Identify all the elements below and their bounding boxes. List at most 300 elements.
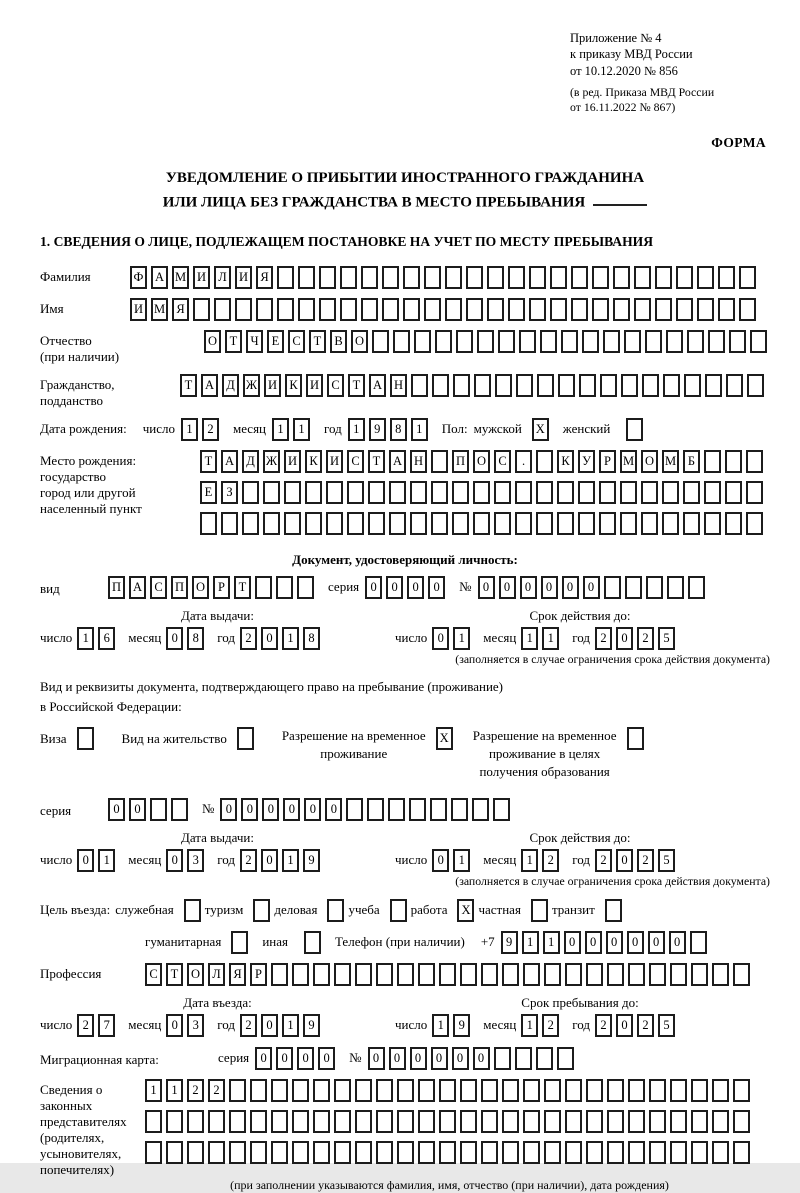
char-cell[interactable]: [411, 374, 428, 397]
char-cell[interactable]: Р: [250, 963, 267, 986]
char-cell[interactable]: [704, 481, 721, 504]
char-cell[interactable]: [529, 266, 546, 289]
char-cell[interactable]: [565, 1079, 582, 1102]
char-cell[interactable]: У: [578, 450, 595, 473]
char-cell[interactable]: Р: [599, 450, 616, 473]
char-cell[interactable]: [634, 298, 651, 321]
char-cell[interactable]: [565, 1110, 582, 1133]
char-cell[interactable]: [466, 298, 483, 321]
char-cell[interactable]: 0: [325, 798, 342, 821]
char-cell[interactable]: 1: [543, 931, 560, 954]
purpose-tourism-checkbox[interactable]: [253, 899, 270, 922]
char-cell[interactable]: А: [389, 450, 406, 473]
char-cell[interactable]: [382, 266, 399, 289]
char-cell[interactable]: [445, 298, 462, 321]
char-cell[interactable]: [726, 374, 743, 397]
char-cell[interactable]: С: [494, 450, 511, 473]
char-cell[interactable]: [704, 450, 721, 473]
char-cell[interactable]: [586, 1141, 603, 1164]
char-cell[interactable]: [494, 1047, 511, 1070]
char-cell[interactable]: [242, 512, 259, 535]
char-cell[interactable]: 1: [542, 627, 559, 650]
char-cell[interactable]: [271, 1079, 288, 1102]
char-cell[interactable]: [718, 266, 735, 289]
char-cell[interactable]: [670, 963, 687, 986]
char-cell[interactable]: 1: [181, 418, 198, 441]
purpose-private-checkbox[interactable]: [531, 899, 548, 922]
char-cell[interactable]: [537, 374, 554, 397]
char-cell[interactable]: [708, 330, 725, 353]
char-cell[interactable]: [418, 1110, 435, 1133]
char-cell[interactable]: 2: [595, 849, 612, 872]
char-cell[interactable]: [649, 1110, 666, 1133]
char-cell[interactable]: [193, 298, 210, 321]
char-cell[interactable]: [388, 798, 405, 821]
char-cell[interactable]: [529, 298, 546, 321]
char-cell[interactable]: [319, 266, 336, 289]
char-cell[interactable]: [628, 963, 645, 986]
char-cell[interactable]: [725, 450, 742, 473]
char-cell[interactable]: [229, 1141, 246, 1164]
char-cell[interactable]: [578, 481, 595, 504]
char-cell[interactable]: 2: [208, 1079, 225, 1102]
char-cell[interactable]: 0: [606, 931, 623, 954]
char-cell[interactable]: [558, 374, 575, 397]
char-cell[interactable]: [276, 576, 293, 599]
char-cell[interactable]: [150, 798, 167, 821]
char-cell[interactable]: 2: [637, 1014, 654, 1037]
char-cell[interactable]: [676, 298, 693, 321]
char-cell[interactable]: [145, 1141, 162, 1164]
char-cell[interactable]: 0: [261, 849, 278, 872]
char-cell[interactable]: 0: [368, 1047, 385, 1070]
char-cell[interactable]: 0: [77, 849, 94, 872]
char-cell[interactable]: [313, 1079, 330, 1102]
char-cell[interactable]: 8: [303, 627, 320, 650]
char-cell[interactable]: Н: [410, 450, 427, 473]
char-cell[interactable]: [691, 1079, 708, 1102]
purpose-other-checkbox[interactable]: [304, 931, 321, 954]
char-cell[interactable]: [729, 330, 746, 353]
char-cell[interactable]: [663, 374, 680, 397]
char-cell[interactable]: С: [145, 963, 162, 986]
char-cell[interactable]: 0: [389, 1047, 406, 1070]
char-cell[interactable]: [355, 1141, 372, 1164]
char-cell[interactable]: [452, 512, 469, 535]
purpose-business-checkbox[interactable]: [327, 899, 344, 922]
char-cell[interactable]: 0: [431, 1047, 448, 1070]
char-cell[interactable]: [255, 576, 272, 599]
char-cell[interactable]: [579, 374, 596, 397]
char-cell[interactable]: [472, 798, 489, 821]
char-cell[interactable]: 2: [542, 1014, 559, 1037]
char-cell[interactable]: 0: [432, 849, 449, 872]
char-cell[interactable]: [305, 481, 322, 504]
char-cell[interactable]: [705, 374, 722, 397]
char-cell[interactable]: [613, 266, 630, 289]
char-cell[interactable]: [221, 512, 238, 535]
char-cell[interactable]: 1: [282, 1014, 299, 1037]
char-cell[interactable]: [481, 1079, 498, 1102]
char-cell[interactable]: [733, 963, 750, 986]
char-cell[interactable]: [432, 374, 449, 397]
char-cell[interactable]: [628, 1141, 645, 1164]
char-cell[interactable]: [271, 1141, 288, 1164]
char-cell[interactable]: [376, 1079, 393, 1102]
char-cell[interactable]: [498, 330, 515, 353]
char-cell[interactable]: Р: [213, 576, 230, 599]
char-cell[interactable]: [460, 1079, 477, 1102]
char-cell[interactable]: [516, 374, 533, 397]
char-cell[interactable]: 1: [282, 627, 299, 650]
char-cell[interactable]: [620, 481, 637, 504]
char-cell[interactable]: 9: [303, 849, 320, 872]
char-cell[interactable]: И: [130, 298, 147, 321]
char-cell[interactable]: [334, 1141, 351, 1164]
char-cell[interactable]: 0: [499, 576, 516, 599]
char-cell[interactable]: [242, 481, 259, 504]
char-cell[interactable]: [284, 481, 301, 504]
char-cell[interactable]: [508, 298, 525, 321]
char-cell[interactable]: 1: [272, 418, 289, 441]
char-cell[interactable]: [481, 1110, 498, 1133]
char-cell[interactable]: [334, 1079, 351, 1102]
char-cell[interactable]: [334, 963, 351, 986]
char-cell[interactable]: 1: [348, 418, 365, 441]
char-cell[interactable]: [439, 1079, 456, 1102]
char-cell[interactable]: Я: [229, 963, 246, 986]
temp-residence-edu-checkbox[interactable]: [627, 727, 644, 750]
char-cell[interactable]: [515, 1047, 532, 1070]
char-cell[interactable]: [474, 374, 491, 397]
char-cell[interactable]: [565, 1141, 582, 1164]
char-cell[interactable]: [599, 481, 616, 504]
char-cell[interactable]: [592, 298, 609, 321]
char-cell[interactable]: [649, 1141, 666, 1164]
char-cell[interactable]: А: [201, 374, 218, 397]
purpose-study-checkbox[interactable]: [390, 899, 407, 922]
male-checkbox[interactable]: X: [532, 418, 549, 441]
char-cell[interactable]: [697, 266, 714, 289]
purpose-humanitarian-checkbox[interactable]: [231, 931, 248, 954]
char-cell[interactable]: [502, 1079, 519, 1102]
char-cell[interactable]: 0: [407, 576, 424, 599]
char-cell[interactable]: [397, 1141, 414, 1164]
char-cell[interactable]: [750, 330, 767, 353]
char-cell[interactable]: [451, 798, 468, 821]
char-cell[interactable]: 2: [542, 849, 559, 872]
char-cell[interactable]: [523, 1110, 540, 1133]
char-cell[interactable]: 0: [616, 627, 633, 650]
visa-checkbox[interactable]: [77, 727, 94, 750]
char-cell[interactable]: [683, 512, 700, 535]
char-cell[interactable]: 1: [411, 418, 428, 441]
char-cell[interactable]: [271, 1110, 288, 1133]
char-cell[interactable]: 0: [166, 1014, 183, 1037]
char-cell[interactable]: Ж: [263, 450, 280, 473]
char-cell[interactable]: Т: [309, 330, 326, 353]
char-cell[interactable]: М: [620, 450, 637, 473]
char-cell[interactable]: [292, 963, 309, 986]
char-cell[interactable]: Б: [683, 450, 700, 473]
char-cell[interactable]: [389, 512, 406, 535]
char-cell[interactable]: Л: [214, 266, 231, 289]
char-cell[interactable]: [347, 481, 364, 504]
purpose-official-checkbox[interactable]: [184, 899, 201, 922]
char-cell[interactable]: [439, 1141, 456, 1164]
char-cell[interactable]: И: [193, 266, 210, 289]
char-cell[interactable]: К: [285, 374, 302, 397]
char-cell[interactable]: [502, 1141, 519, 1164]
char-cell[interactable]: [355, 1110, 372, 1133]
char-cell[interactable]: С: [327, 374, 344, 397]
char-cell[interactable]: 3: [187, 849, 204, 872]
char-cell[interactable]: 9: [303, 1014, 320, 1037]
char-cell[interactable]: [229, 1079, 246, 1102]
char-cell[interactable]: [439, 1110, 456, 1133]
char-cell[interactable]: [536, 1047, 553, 1070]
char-cell[interactable]: 0: [669, 931, 686, 954]
char-cell[interactable]: [355, 1079, 372, 1102]
char-cell[interactable]: [292, 1110, 309, 1133]
char-cell[interactable]: 0: [648, 931, 665, 954]
char-cell[interactable]: 0: [616, 1014, 633, 1037]
char-cell[interactable]: [494, 481, 511, 504]
char-cell[interactable]: [487, 298, 504, 321]
char-cell[interactable]: [403, 298, 420, 321]
char-cell[interactable]: [725, 512, 742, 535]
char-cell[interactable]: 0: [428, 576, 445, 599]
char-cell[interactable]: [361, 266, 378, 289]
char-cell[interactable]: [613, 298, 630, 321]
char-cell[interactable]: [571, 266, 588, 289]
char-cell[interactable]: [712, 1079, 729, 1102]
char-cell[interactable]: [214, 298, 231, 321]
char-cell[interactable]: О: [204, 330, 221, 353]
char-cell[interactable]: [662, 512, 679, 535]
char-cell[interactable]: [508, 266, 525, 289]
char-cell[interactable]: [691, 1110, 708, 1133]
char-cell[interactable]: [739, 266, 756, 289]
char-cell[interactable]: [418, 1141, 435, 1164]
char-cell[interactable]: [536, 512, 553, 535]
char-cell[interactable]: [305, 512, 322, 535]
char-cell[interactable]: 2: [595, 627, 612, 650]
char-cell[interactable]: [536, 481, 553, 504]
char-cell[interactable]: 1: [522, 931, 539, 954]
char-cell[interactable]: [550, 298, 567, 321]
char-cell[interactable]: [582, 330, 599, 353]
char-cell[interactable]: [523, 1079, 540, 1102]
char-cell[interactable]: [376, 1141, 393, 1164]
char-cell[interactable]: 5: [658, 849, 675, 872]
char-cell[interactable]: [495, 374, 512, 397]
char-cell[interactable]: [410, 512, 427, 535]
char-cell[interactable]: 0: [564, 931, 581, 954]
char-cell[interactable]: [620, 512, 637, 535]
char-cell[interactable]: 1: [145, 1079, 162, 1102]
char-cell[interactable]: П: [108, 576, 125, 599]
char-cell[interactable]: Д: [242, 450, 259, 473]
char-cell[interactable]: 1: [98, 849, 115, 872]
char-cell[interactable]: [435, 330, 452, 353]
char-cell[interactable]: 1: [166, 1079, 183, 1102]
char-cell[interactable]: [544, 1079, 561, 1102]
char-cell[interactable]: 0: [452, 1047, 469, 1070]
char-cell[interactable]: 1: [432, 1014, 449, 1037]
char-cell[interactable]: [229, 1110, 246, 1133]
char-cell[interactable]: 1: [521, 1014, 538, 1037]
char-cell[interactable]: 2: [637, 627, 654, 650]
char-cell[interactable]: 3: [187, 1014, 204, 1037]
char-cell[interactable]: Т: [225, 330, 242, 353]
char-cell[interactable]: А: [151, 266, 168, 289]
char-cell[interactable]: [725, 481, 742, 504]
char-cell[interactable]: [670, 1141, 687, 1164]
char-cell[interactable]: [683, 481, 700, 504]
char-cell[interactable]: [256, 298, 273, 321]
char-cell[interactable]: [691, 1141, 708, 1164]
residence-permit-checkbox[interactable]: [237, 727, 254, 750]
char-cell[interactable]: [515, 512, 532, 535]
char-cell[interactable]: [397, 1079, 414, 1102]
char-cell[interactable]: 8: [390, 418, 407, 441]
char-cell[interactable]: И: [264, 374, 281, 397]
char-cell[interactable]: [431, 512, 448, 535]
char-cell[interactable]: В: [330, 330, 347, 353]
char-cell[interactable]: Т: [180, 374, 197, 397]
char-cell[interactable]: [684, 374, 701, 397]
char-cell[interactable]: [586, 1110, 603, 1133]
char-cell[interactable]: 0: [304, 798, 321, 821]
char-cell[interactable]: [712, 963, 729, 986]
char-cell[interactable]: [746, 450, 763, 473]
char-cell[interactable]: [733, 1141, 750, 1164]
char-cell[interactable]: 5: [658, 627, 675, 650]
char-cell[interactable]: [697, 298, 714, 321]
char-cell[interactable]: [646, 576, 663, 599]
char-cell[interactable]: [424, 298, 441, 321]
char-cell[interactable]: [297, 576, 314, 599]
char-cell[interactable]: [319, 298, 336, 321]
char-cell[interactable]: [733, 1079, 750, 1102]
char-cell[interactable]: [592, 266, 609, 289]
char-cell[interactable]: М: [662, 450, 679, 473]
char-cell[interactable]: [557, 512, 574, 535]
char-cell[interactable]: [704, 512, 721, 535]
char-cell[interactable]: И: [284, 450, 301, 473]
char-cell[interactable]: [600, 374, 617, 397]
char-cell[interactable]: [688, 576, 705, 599]
char-cell[interactable]: [628, 1079, 645, 1102]
char-cell[interactable]: 9: [501, 931, 518, 954]
char-cell[interactable]: П: [452, 450, 469, 473]
char-cell[interactable]: 0: [129, 798, 146, 821]
char-cell[interactable]: [439, 963, 456, 986]
char-cell[interactable]: [292, 1079, 309, 1102]
char-cell[interactable]: [586, 963, 603, 986]
char-cell[interactable]: .: [515, 450, 532, 473]
char-cell[interactable]: 2: [240, 1014, 257, 1037]
char-cell[interactable]: [368, 512, 385, 535]
char-cell[interactable]: О: [351, 330, 368, 353]
char-cell[interactable]: [393, 330, 410, 353]
char-cell[interactable]: [561, 330, 578, 353]
char-cell[interactable]: Т: [348, 374, 365, 397]
char-cell[interactable]: [746, 512, 763, 535]
char-cell[interactable]: И: [235, 266, 252, 289]
char-cell[interactable]: [746, 481, 763, 504]
char-cell[interactable]: [670, 1110, 687, 1133]
char-cell[interactable]: 0: [365, 576, 382, 599]
char-cell[interactable]: 0: [627, 931, 644, 954]
char-cell[interactable]: [747, 374, 764, 397]
char-cell[interactable]: [481, 1141, 498, 1164]
char-cell[interactable]: [557, 481, 574, 504]
char-cell[interactable]: 0: [541, 576, 558, 599]
char-cell[interactable]: [145, 1110, 162, 1133]
char-cell[interactable]: 0: [410, 1047, 427, 1070]
char-cell[interactable]: [250, 1079, 267, 1102]
char-cell[interactable]: 0: [562, 576, 579, 599]
char-cell[interactable]: [431, 481, 448, 504]
char-cell[interactable]: Ч: [246, 330, 263, 353]
char-cell[interactable]: [676, 266, 693, 289]
char-cell[interactable]: [667, 576, 684, 599]
char-cell[interactable]: 1: [282, 849, 299, 872]
char-cell[interactable]: [410, 481, 427, 504]
char-cell[interactable]: С: [150, 576, 167, 599]
char-cell[interactable]: [418, 963, 435, 986]
char-cell[interactable]: [544, 963, 561, 986]
char-cell[interactable]: О: [641, 450, 658, 473]
char-cell[interactable]: 0: [616, 849, 633, 872]
char-cell[interactable]: [649, 963, 666, 986]
char-cell[interactable]: Я: [256, 266, 273, 289]
char-cell[interactable]: 1: [521, 849, 538, 872]
char-cell[interactable]: 2: [595, 1014, 612, 1037]
char-cell[interactable]: 2: [77, 1014, 94, 1037]
char-cell[interactable]: [550, 266, 567, 289]
char-cell[interactable]: [634, 266, 651, 289]
char-cell[interactable]: Я: [172, 298, 189, 321]
char-cell[interactable]: 0: [585, 931, 602, 954]
char-cell[interactable]: 0: [276, 1047, 293, 1070]
char-cell[interactable]: [456, 330, 473, 353]
char-cell[interactable]: [208, 1141, 225, 1164]
char-cell[interactable]: [187, 1110, 204, 1133]
char-cell[interactable]: [607, 1079, 624, 1102]
char-cell[interactable]: [477, 330, 494, 353]
char-cell[interactable]: [424, 266, 441, 289]
char-cell[interactable]: [397, 963, 414, 986]
char-cell[interactable]: [481, 963, 498, 986]
char-cell[interactable]: 2: [202, 418, 219, 441]
char-cell[interactable]: З: [221, 481, 238, 504]
temp-residence-checkbox[interactable]: X: [436, 727, 453, 750]
char-cell[interactable]: 9: [369, 418, 386, 441]
char-cell[interactable]: [578, 512, 595, 535]
char-cell[interactable]: [487, 266, 504, 289]
char-cell[interactable]: Ж: [243, 374, 260, 397]
char-cell[interactable]: 6: [98, 627, 115, 650]
char-cell[interactable]: [298, 266, 315, 289]
char-cell[interactable]: [334, 1110, 351, 1133]
char-cell[interactable]: А: [221, 450, 238, 473]
char-cell[interactable]: 0: [261, 1014, 278, 1037]
char-cell[interactable]: П: [171, 576, 188, 599]
char-cell[interactable]: [292, 1141, 309, 1164]
